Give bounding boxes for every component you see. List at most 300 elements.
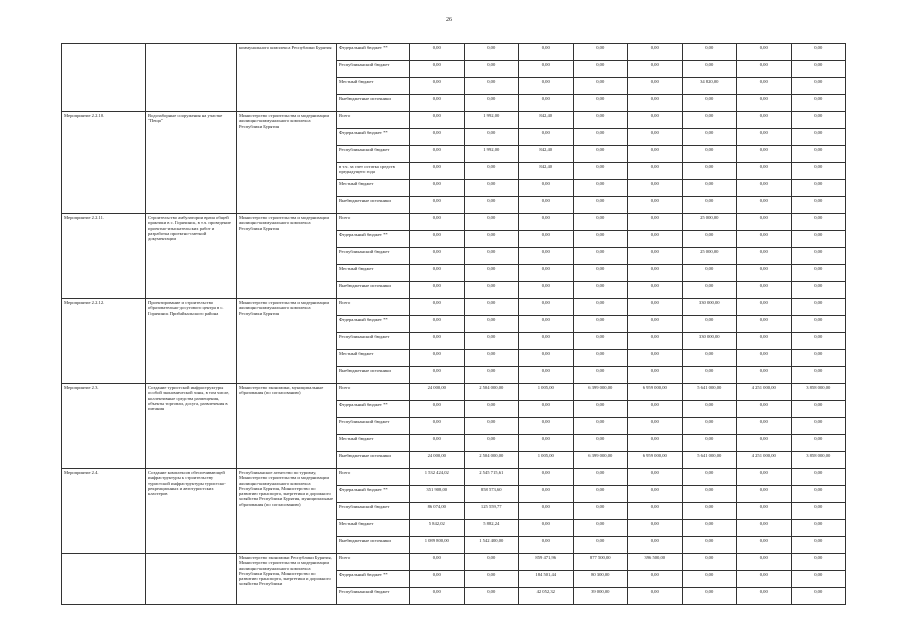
table-row: [62, 299, 846, 316]
amount-cell: 6 399 000,00: [573, 452, 628, 469]
amount-cell: 4 251 000,00: [737, 452, 792, 469]
funding-source-cell: Федеральный бюджет **: [337, 129, 410, 146]
amount-cell: 0,00: [737, 588, 792, 605]
amount-cell: 330 000,00: [682, 299, 737, 316]
budget-table: [61, 43, 846, 605]
amount-cell: 1 089 800,00: [410, 537, 465, 554]
amount-cell: 0,00: [464, 180, 519, 197]
amount-cell: 0,00: [464, 367, 519, 384]
amount-cell: 0,00: [737, 265, 792, 282]
measure-cell: [62, 44, 146, 112]
amount-cell: 0,00: [791, 537, 846, 554]
table-row: [62, 384, 846, 401]
amount-cell: 125 559,77: [464, 503, 519, 520]
amount-cell: 0,00: [682, 503, 737, 520]
amount-cell: 0,00: [519, 231, 574, 248]
amount-cell: 0,00: [737, 112, 792, 129]
amount-cell: 0,00: [737, 401, 792, 418]
executor-cell: Республиканское агентство по туризму, Министерство строительства и модернизации жилищно-коммунального комплекса Республики Бурятия, Министерство по развитию транспорта, энергетики и дорожного хозяйства Республики Бурятия, муниципальные образования (по согласованию): [237, 469, 337, 554]
amount-cell: 0,00: [519, 316, 574, 333]
amount-cell: 0,00: [464, 282, 519, 299]
amount-cell: 0,00: [573, 299, 628, 316]
amount-cell: 0,00: [410, 112, 465, 129]
amount-cell: 0,00: [682, 350, 737, 367]
amount-cell: 0,00: [628, 44, 683, 61]
amount-cell: 0,00: [791, 299, 846, 316]
amount-cell: 0,00: [573, 61, 628, 78]
amount-cell: 0,00: [410, 78, 465, 95]
amount-cell: 0,00: [410, 61, 465, 78]
amount-cell: 0,00: [410, 265, 465, 282]
amount-cell: 0,00: [410, 435, 465, 452]
amount-cell: 1 992,00: [464, 146, 519, 163]
amount-cell: 842,40: [519, 146, 574, 163]
amount-cell: 0,00: [791, 197, 846, 214]
funding-source-cell: Всего: [337, 299, 410, 316]
amount-cell: 0,00: [410, 163, 465, 180]
amount-cell: 0,00: [682, 61, 737, 78]
amount-cell: 1 992,00: [464, 112, 519, 129]
amount-cell: 0,00: [628, 197, 683, 214]
amount-cell: 0,00: [628, 537, 683, 554]
amount-cell: 0,00: [682, 571, 737, 588]
amount-cell: 34 820,00: [682, 78, 737, 95]
amount-cell: 6 959 000,00: [628, 452, 683, 469]
funding-source-cell: Федеральный бюджет **: [337, 486, 410, 503]
amount-cell: 396 500,00: [628, 554, 683, 571]
amount-cell: 0,00: [628, 299, 683, 316]
amount-cell: 0,00: [519, 537, 574, 554]
amount-cell: 0,00: [519, 469, 574, 486]
amount-cell: 0,00: [573, 265, 628, 282]
amount-cell: 0,00: [737, 299, 792, 316]
funding-source-cell: Местный бюджет: [337, 78, 410, 95]
funding-source-cell: Местный бюджет: [337, 180, 410, 197]
amount-cell: 0,00: [737, 469, 792, 486]
amount-cell: 0,00: [791, 520, 846, 537]
table-row: [62, 112, 846, 129]
amount-cell: 0,00: [791, 418, 846, 435]
amount-cell: 0,00: [410, 95, 465, 112]
amount-cell: 0,00: [737, 163, 792, 180]
amount-cell: 0,00: [791, 248, 846, 265]
amount-cell: 0,00: [628, 486, 683, 503]
amount-cell: 0,00: [573, 520, 628, 537]
amount-cell: 0,00: [464, 554, 519, 571]
amount-cell: 0,00: [791, 180, 846, 197]
amount-cell: 0,00: [464, 265, 519, 282]
amount-cell: 0,00: [791, 61, 846, 78]
amount-cell: 0,00: [682, 588, 737, 605]
amount-cell: 0,00: [628, 282, 683, 299]
amount-cell: 0,00: [410, 571, 465, 588]
amount-cell: 0,00: [573, 197, 628, 214]
amount-cell: 0,00: [410, 333, 465, 350]
executor-cell: Министерство строительства и модернизации жилищно-коммунального комплекса Республики Бурятия: [237, 112, 337, 214]
amount-cell: 0,00: [737, 367, 792, 384]
amount-cell: 351 908,00: [410, 486, 465, 503]
executor-cell: Министерство строительства и модернизации жилищно-коммунального комплекса Республики Бурятия: [237, 299, 337, 384]
amount-cell: 0,00: [628, 367, 683, 384]
amount-cell: 2 504 000,00: [464, 384, 519, 401]
funding-source-cell: Местный бюджет: [337, 265, 410, 282]
amount-cell: 0,00: [519, 95, 574, 112]
amount-cell: 0,00: [682, 520, 737, 537]
amount-cell: 0,00: [519, 265, 574, 282]
amount-cell: 0,00: [464, 418, 519, 435]
amount-cell: 0,00: [410, 180, 465, 197]
amount-cell: 0,00: [791, 112, 846, 129]
measure-cell: Мероприятие 2.2.12.: [62, 299, 146, 384]
funding-source-cell: в т.ч. за счет остатка средств предыдущего года: [337, 163, 410, 180]
amount-cell: 0,00: [737, 197, 792, 214]
amount-cell: 0,00: [791, 163, 846, 180]
amount-cell: 0,00: [628, 95, 683, 112]
amount-cell: 0,00: [519, 282, 574, 299]
amount-cell: 0,00: [682, 401, 737, 418]
amount-cell: 0,00: [737, 44, 792, 61]
amount-cell: 0,00: [519, 44, 574, 61]
amount-cell: 24 000,00: [410, 452, 465, 469]
amount-cell: 39 000,00: [573, 588, 628, 605]
amount-cell: 0,00: [791, 95, 846, 112]
amount-cell: 0,00: [410, 146, 465, 163]
amount-cell: 0,00: [791, 469, 846, 486]
amount-cell: 0,00: [519, 367, 574, 384]
amount-cell: 0,00: [737, 146, 792, 163]
amount-cell: 842,40: [519, 112, 574, 129]
amount-cell: 0,00: [410, 588, 465, 605]
funding-source-cell: Федеральный бюджет **: [337, 316, 410, 333]
amount-cell: 0,00: [573, 469, 628, 486]
measure-name-cell: Строительство амбулатории врача общей практики в с. Горячинск, в т.ч. проведение проектно-изыскательских работ и разработка проектно-сметной документации: [146, 214, 237, 299]
funding-source-cell: Республиканский бюджет: [337, 61, 410, 78]
amount-cell: 0,00: [410, 316, 465, 333]
amount-cell: 0,00: [682, 469, 737, 486]
amount-cell: 0,00: [682, 486, 737, 503]
amount-cell: 0,00: [682, 95, 737, 112]
funding-source-cell: Внебюджетные источники: [337, 282, 410, 299]
amount-cell: 0,00: [737, 350, 792, 367]
amount-cell: 0,00: [682, 265, 737, 282]
amount-cell: 0,00: [628, 588, 683, 605]
amount-cell: 0,00: [573, 129, 628, 146]
amount-cell: 0,00: [410, 367, 465, 384]
amount-cell: 0,00: [682, 197, 737, 214]
amount-cell: 0,00: [573, 231, 628, 248]
amount-cell: 5 882,24: [464, 520, 519, 537]
funding-source-cell: Республиканский бюджет: [337, 503, 410, 520]
amount-cell: 0,00: [737, 486, 792, 503]
amount-cell: 0,00: [628, 435, 683, 452]
executor-cell: Министерство строительства и модернизации жилищно-коммунального комплекса Республики Бурятия: [237, 214, 337, 299]
amount-cell: 0,00: [573, 333, 628, 350]
amount-cell: 0,00: [519, 503, 574, 520]
amount-cell: 0,00: [791, 129, 846, 146]
amount-cell: 1 005,00: [519, 452, 574, 469]
amount-cell: 0,00: [628, 265, 683, 282]
amount-cell: 0,00: [791, 78, 846, 95]
funding-source-cell: Всего: [337, 384, 410, 401]
amount-cell: 858 573,60: [464, 486, 519, 503]
amount-cell: 5 641 000,00: [682, 452, 737, 469]
measure-name-cell: Создание комплексов обеспечивающей инфраструктуры к строительству туристской инфраструктуры туристско-рекреационных и автотуристских кластеров: [146, 469, 237, 554]
funding-source-cell: Внебюджетные источники: [337, 95, 410, 112]
funding-source-cell: Всего: [337, 214, 410, 231]
amount-cell: 0,00: [628, 129, 683, 146]
amount-cell: 3 858 000,00: [791, 384, 846, 401]
amount-cell: 0,00: [737, 503, 792, 520]
amount-cell: 0,00: [573, 486, 628, 503]
amount-cell: 0,00: [791, 571, 846, 588]
funding-source-cell: Федеральный бюджет **: [337, 571, 410, 588]
table-row: [62, 469, 846, 486]
amount-cell: 0,00: [791, 435, 846, 452]
amount-cell: 0,00: [737, 214, 792, 231]
funding-source-cell: Всего: [337, 554, 410, 571]
amount-cell: 0,00: [573, 248, 628, 265]
funding-source-cell: Местный бюджет: [337, 435, 410, 452]
funding-source-cell: Федеральный бюджет **: [337, 231, 410, 248]
amount-cell: 0,00: [682, 129, 737, 146]
amount-cell: 0,00: [410, 282, 465, 299]
amount-cell: 0,00: [573, 503, 628, 520]
amount-cell: 0,00: [464, 588, 519, 605]
amount-cell: 5 842,02: [410, 520, 465, 537]
amount-cell: 0,00: [519, 299, 574, 316]
amount-cell: 0,00: [791, 333, 846, 350]
amount-cell: 80 300,00: [573, 571, 628, 588]
amount-cell: 0,00: [628, 146, 683, 163]
funding-source-cell: Внебюджетные источники: [337, 537, 410, 554]
amount-cell: 0,00: [410, 231, 465, 248]
funding-source-cell: Местный бюджет: [337, 350, 410, 367]
measure-cell: Мероприятие 2.3.: [62, 384, 146, 469]
measure-name-cell: [146, 554, 237, 605]
amount-cell: 0,00: [573, 95, 628, 112]
funding-source-cell: Всего: [337, 112, 410, 129]
amount-cell: 0,00: [628, 350, 683, 367]
amount-cell: 0,00: [464, 61, 519, 78]
measure-name-cell: Проектирование и строительство образовательно-досугового центра в с. Горячинск Прибайкальского района: [146, 299, 237, 384]
amount-cell: 0,00: [791, 44, 846, 61]
funding-source-cell: Республиканский бюджет: [337, 146, 410, 163]
amount-cell: 0,00: [519, 197, 574, 214]
amount-cell: 0,00: [791, 214, 846, 231]
amount-cell: 842,40: [519, 163, 574, 180]
funding-source-cell: Федеральный бюджет **: [337, 401, 410, 418]
amount-cell: 0,00: [682, 163, 737, 180]
amount-cell: 0,00: [519, 129, 574, 146]
amount-cell: 86 074,00: [410, 503, 465, 520]
amount-cell: 0,00: [737, 333, 792, 350]
amount-cell: 0,00: [410, 299, 465, 316]
amount-cell: 0,00: [410, 350, 465, 367]
amount-cell: 859 471,96: [519, 554, 574, 571]
amount-cell: 2 504 000,00: [464, 452, 519, 469]
executor-cell: Министерство экономики, муниципальные образования (по согласованию): [237, 384, 337, 469]
amount-cell: 0,00: [791, 265, 846, 282]
amount-cell: 0,00: [519, 350, 574, 367]
amount-cell: 0,00: [464, 248, 519, 265]
measure-cell: Мероприятие 2.4.: [62, 469, 146, 554]
amount-cell: 0,00: [791, 282, 846, 299]
amount-cell: 0,00: [628, 112, 683, 129]
amount-cell: 0,00: [464, 95, 519, 112]
amount-cell: 0,00: [737, 78, 792, 95]
amount-cell: 877 500,00: [573, 554, 628, 571]
amount-cell: 0,00: [628, 333, 683, 350]
amount-cell: 0,00: [737, 180, 792, 197]
funding-source-cell: Республиканский бюджет: [337, 418, 410, 435]
amount-cell: 0,00: [628, 401, 683, 418]
amount-cell: 0,00: [791, 486, 846, 503]
funding-source-cell: Республиканский бюджет: [337, 248, 410, 265]
amount-cell: 0,00: [682, 418, 737, 435]
amount-cell: 0,00: [464, 78, 519, 95]
amount-cell: 0,00: [682, 554, 737, 571]
amount-cell: 0,00: [519, 180, 574, 197]
amount-cell: 0,00: [682, 537, 737, 554]
amount-cell: 0,00: [628, 248, 683, 265]
amount-cell: 1 532 424,02: [410, 469, 465, 486]
amount-cell: 0,00: [737, 537, 792, 554]
amount-cell: 184 501,44: [519, 571, 574, 588]
amount-cell: 0,00: [464, 197, 519, 214]
amount-cell: 0,00: [573, 350, 628, 367]
amount-cell: 2 545 715,61: [464, 469, 519, 486]
amount-cell: 0,00: [737, 61, 792, 78]
amount-cell: 0,00: [791, 367, 846, 384]
amount-cell: 0,00: [628, 180, 683, 197]
amount-cell: 1 542 400,00: [464, 537, 519, 554]
amount-cell: 0,00: [464, 350, 519, 367]
amount-cell: 0,00: [737, 554, 792, 571]
amount-cell: 0,00: [573, 146, 628, 163]
amount-cell: 0,00: [573, 44, 628, 61]
table-row: [62, 554, 846, 571]
executor-cell: Министерство экономики Республики Бурятия, Министерство строительства и модернизации жилищно-коммунального комплекса Республики Бурятия, Министерство по развитию транспорта, энергетики и дорожного хозяйства Республики: [237, 554, 337, 605]
amount-cell: 0,00: [464, 163, 519, 180]
amount-cell: 0,00: [573, 282, 628, 299]
amount-cell: 0,00: [573, 180, 628, 197]
amount-cell: 0,00: [628, 418, 683, 435]
amount-cell: 0,00: [628, 163, 683, 180]
amount-cell: 0,00: [573, 537, 628, 554]
amount-cell: 0,00: [737, 95, 792, 112]
amount-cell: 0,00: [737, 248, 792, 265]
amount-cell: 330 000,00: [682, 333, 737, 350]
amount-cell: 0,00: [519, 333, 574, 350]
amount-cell: 0,00: [737, 231, 792, 248]
amount-cell: 0,00: [519, 486, 574, 503]
amount-cell: 0,00: [410, 401, 465, 418]
amount-cell: 0,00: [573, 316, 628, 333]
amount-cell: 0,00: [628, 231, 683, 248]
amount-cell: 0,00: [519, 520, 574, 537]
amount-cell: 0,00: [682, 316, 737, 333]
amount-cell: 0,00: [682, 367, 737, 384]
amount-cell: 0,00: [573, 112, 628, 129]
amount-cell: 0,00: [573, 435, 628, 452]
amount-cell: 0,00: [791, 401, 846, 418]
amount-cell: 0,00: [464, 571, 519, 588]
amount-cell: 0,00: [628, 61, 683, 78]
amount-cell: 0,00: [519, 248, 574, 265]
amount-cell: 0,00: [573, 367, 628, 384]
amount-cell: 0,00: [737, 282, 792, 299]
amount-cell: 0,00: [791, 503, 846, 520]
amount-cell: 0,00: [464, 129, 519, 146]
amount-cell: 0,00: [464, 333, 519, 350]
measure-name-cell: Создание туристской инфраструктуры особой экономической зоны, в том числе, коллективные средства размещения, объекты торговли, досуга, развлечения в питания: [146, 384, 237, 469]
amount-cell: 4 251 000,00: [737, 384, 792, 401]
amount-cell: 0,00: [737, 435, 792, 452]
amount-cell: 25 000,00: [682, 248, 737, 265]
amount-cell: 0,00: [791, 316, 846, 333]
amount-cell: 0,00: [791, 231, 846, 248]
funding-source-cell: Всего: [337, 469, 410, 486]
measure-cell: Мероприятие 2.2.11.: [62, 214, 146, 299]
amount-cell: 0,00: [464, 435, 519, 452]
amount-cell: 0,00: [573, 78, 628, 95]
amount-cell: 0,00: [573, 214, 628, 231]
amount-cell: 0,00: [737, 316, 792, 333]
amount-cell: 0,00: [791, 588, 846, 605]
amount-cell: 0,00: [737, 129, 792, 146]
amount-cell: 0,00: [464, 214, 519, 231]
amount-cell: 0,00: [682, 282, 737, 299]
amount-cell: 0,00: [682, 231, 737, 248]
amount-cell: 0,00: [628, 316, 683, 333]
amount-cell: 1 005,00: [519, 384, 574, 401]
measure-cell: Мероприятие 2.2.10.: [62, 112, 146, 214]
funding-source-cell: Внебюджетные источники: [337, 367, 410, 384]
amount-cell: 5 641 000,00: [682, 384, 737, 401]
amount-cell: 42 052,32: [519, 588, 574, 605]
measure-cell: [62, 554, 146, 605]
funding-source-cell: Местный бюджет: [337, 520, 410, 537]
measure-name-cell: Водозаборные сооружения на участке "Пеща": [146, 112, 237, 214]
amount-cell: 0,00: [628, 78, 683, 95]
funding-source-cell: Внебюджетные источники: [337, 452, 410, 469]
table-row: [62, 214, 846, 231]
amount-cell: 0,00: [410, 44, 465, 61]
amount-cell: 0,00: [682, 112, 737, 129]
funding-source-cell: Федеральный бюджет **: [337, 44, 410, 61]
amount-cell: 0,00: [410, 214, 465, 231]
amount-cell: 0,00: [628, 520, 683, 537]
amount-cell: 0,00: [519, 435, 574, 452]
amount-cell: 0,00: [410, 248, 465, 265]
amount-cell: 0,00: [410, 554, 465, 571]
amount-cell: 0,00: [519, 214, 574, 231]
page-number: 26: [446, 17, 452, 23]
amount-cell: 0,00: [682, 146, 737, 163]
amount-cell: 0,00: [410, 197, 465, 214]
amount-cell: 0,00: [410, 129, 465, 146]
amount-cell: 0,00: [791, 146, 846, 163]
amount-cell: 0,00: [464, 316, 519, 333]
amount-cell: 0,00: [628, 214, 683, 231]
executor-cell: коммунального комплекса Республики Бурятия: [237, 44, 337, 112]
amount-cell: 0,00: [682, 44, 737, 61]
amount-cell: 0,00: [464, 299, 519, 316]
amount-cell: 3 858 000,00: [791, 452, 846, 469]
amount-cell: 0,00: [737, 520, 792, 537]
amount-cell: 0,00: [682, 180, 737, 197]
amount-cell: 6 399 000,00: [573, 384, 628, 401]
